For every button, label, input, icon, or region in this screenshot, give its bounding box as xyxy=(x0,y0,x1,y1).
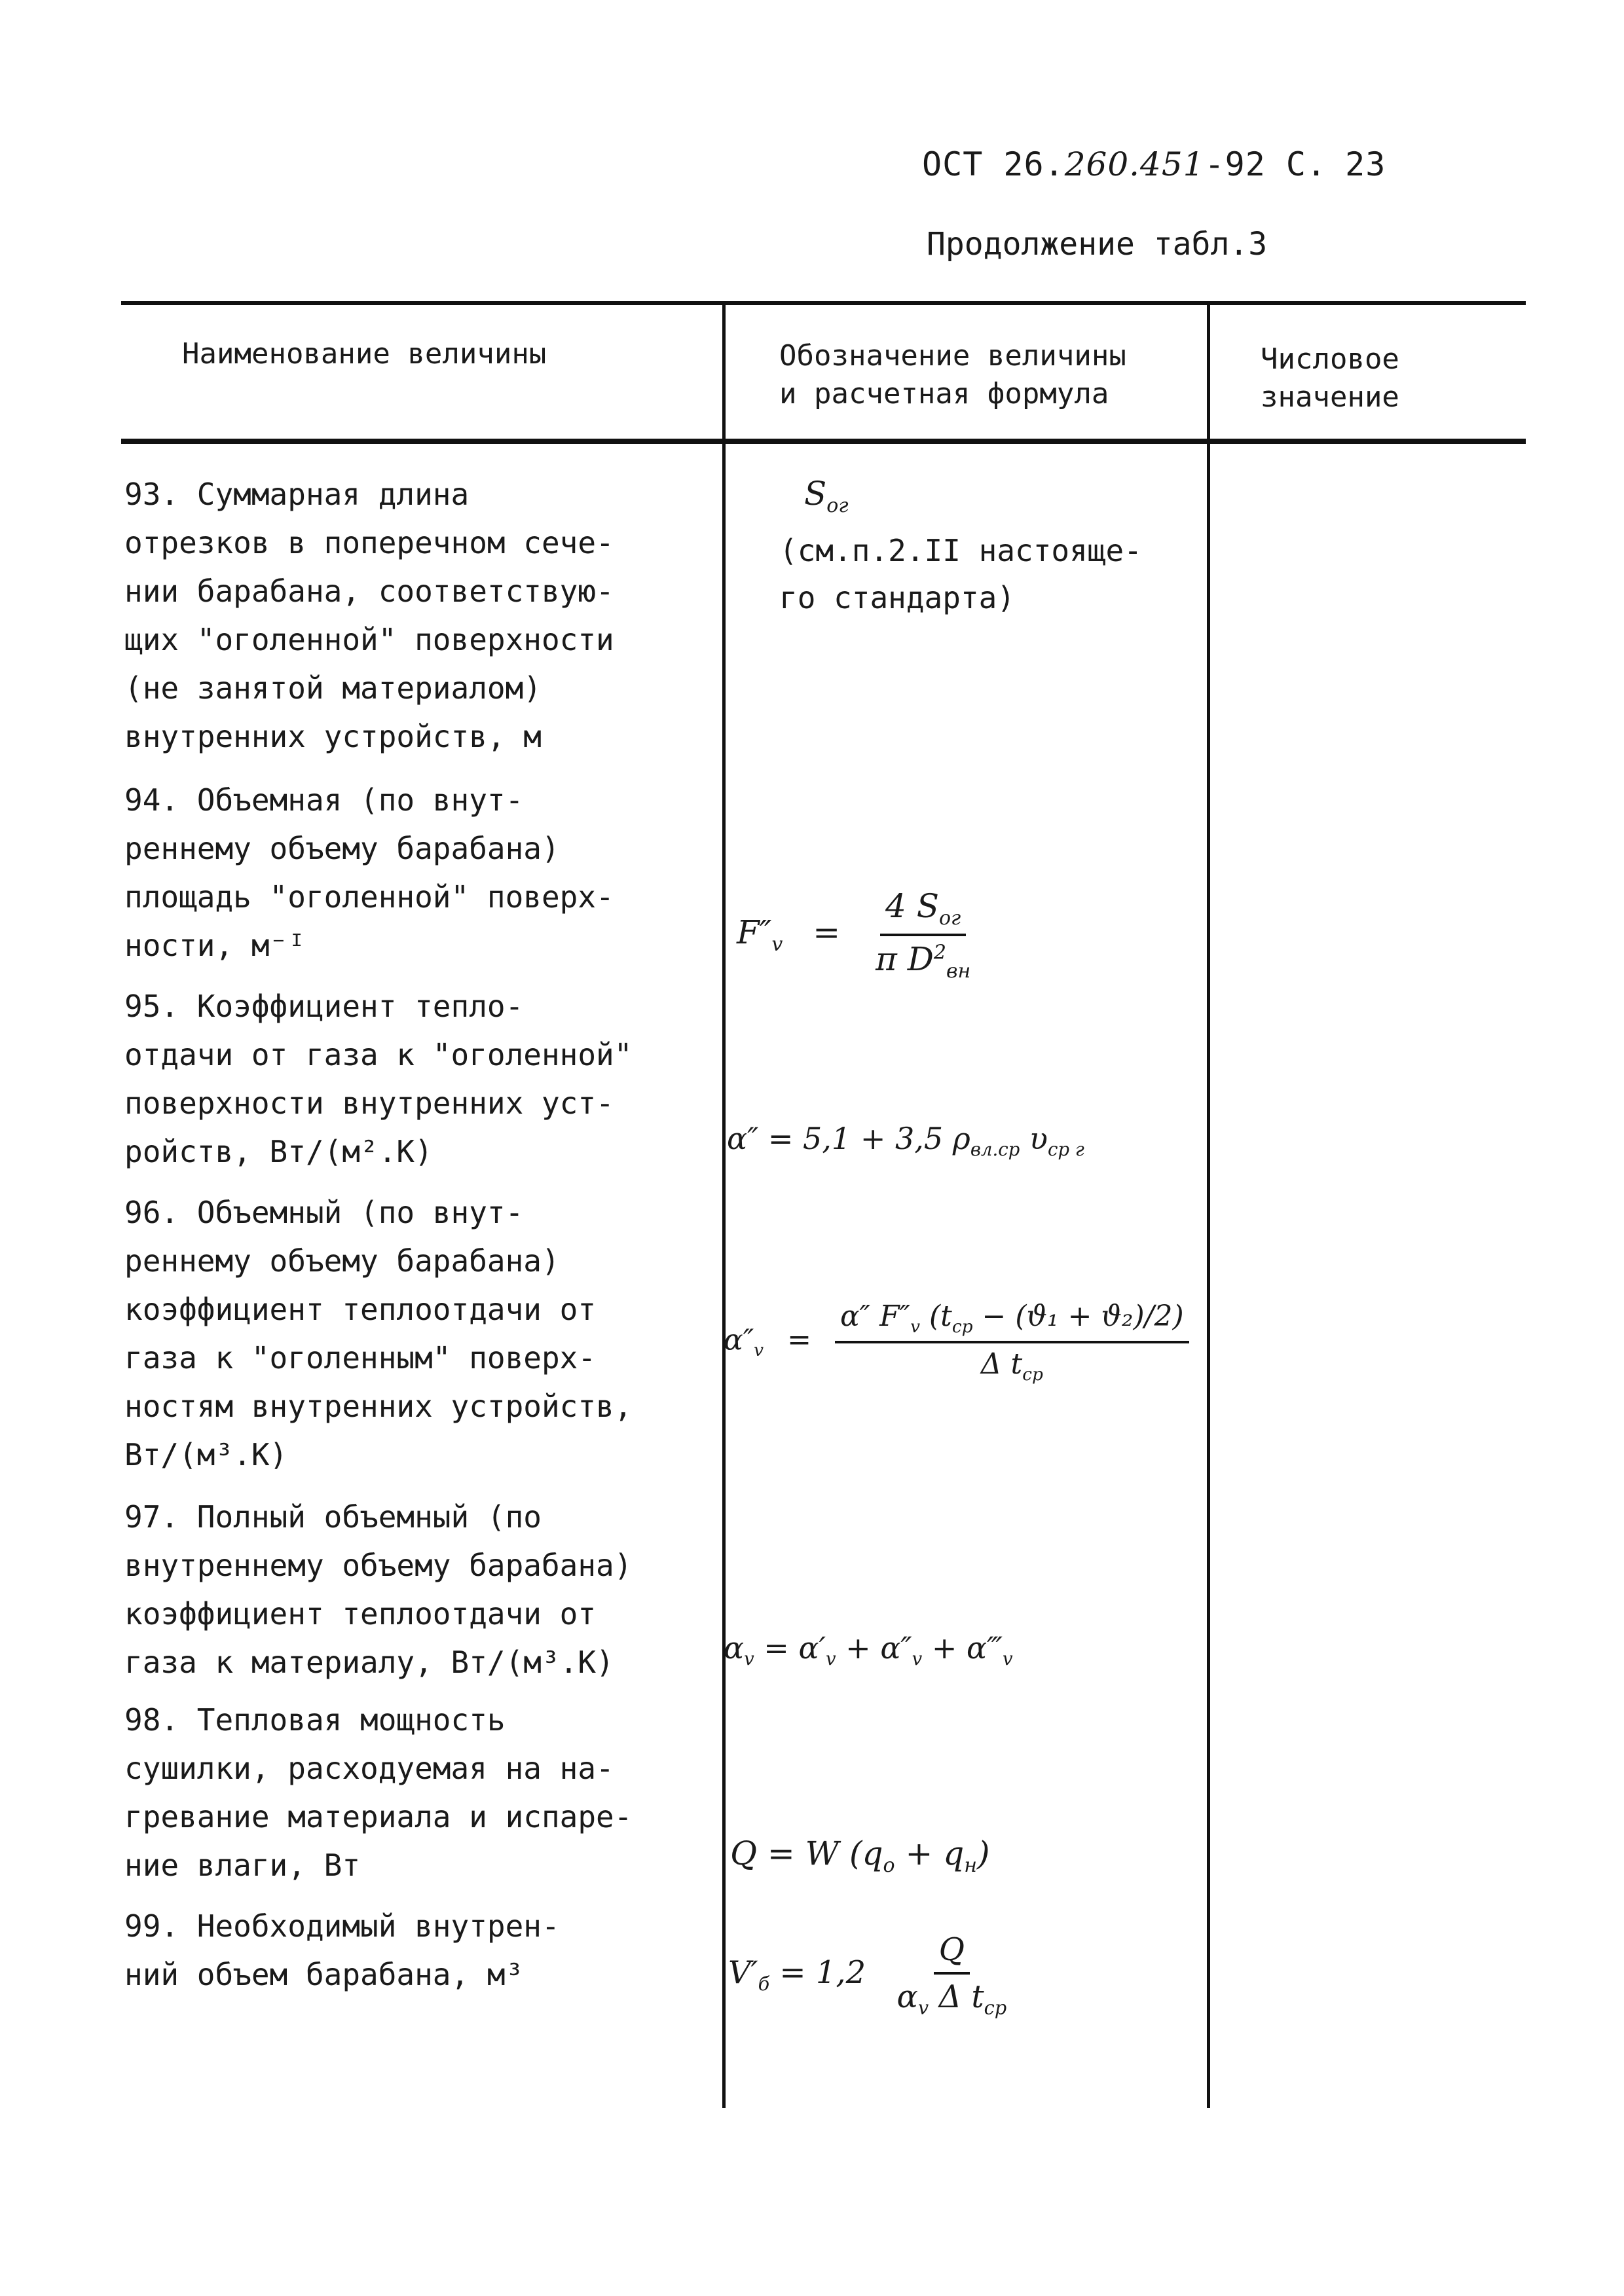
row-98-formula: Q = W $(q_о + q_н)$ xyxy=(730,1834,990,1877)
row-99-formula: $V'_б = 1,2$ $\frac{Q}{\alpha_v \Delta t_{ср}}$ xyxy=(728,1931,1007,2019)
column-header-value-line2: значение xyxy=(1261,380,1399,414)
column-header-name: Наименование величины xyxy=(182,337,547,371)
row-93-description: 93. Суммарная длина отрезков в поперечном сече- нии барабана, соответствую- щих "оголенной" поверхности (не занятой материалом) внутренних устройств, м xyxy=(124,477,614,754)
row-94-formula: $F''_v$ = $\frac{4 S_{ог}}{\pi D^2_{вн}}$ xyxy=(737,887,971,983)
standard-prefix: ОСТ 26. xyxy=(922,145,1065,183)
standard-suffix: -92 С. xyxy=(1204,145,1327,183)
row-93-formula: $S_{ог}$ xyxy=(804,475,849,517)
row-96-formula: $\alpha''_v$ = $\frac{\alpha'' F''_v (t_{ср} - (ϑ_1 + ϑ_2)/2)}{\Delta t_{ср}}$ xyxy=(724,1300,1189,1385)
row-97-formula: $\alpha_v = \alpha'_v + \alpha''_v$ + $\alpha‴_v$ xyxy=(724,1630,1013,1670)
row-98-description: 98. Тепловая мощность сушилки, расходуемая на на- гревание материала и испаре- ние влаги, Вт xyxy=(124,1702,633,1883)
column-header-value-line1: Числовое xyxy=(1261,342,1399,376)
row-96-description: 96. Объемный (по внут- реннему объему барабана) коэффициент теплоотдачи от газа к "оголенным" поверх- ностям внутренних устройств, Вт/(м³.К) xyxy=(124,1195,633,1472)
row-95-description: 95. Коэффициент тепло- отдачи от газа к "оголенной" поверхности внутренних уст- ройств, Вт/(м².К) xyxy=(124,989,633,1169)
column-header-value xyxy=(1261,340,1399,416)
row-97-description: 97. Полный объемный (по внутреннему объему барабана) коэффициент теплоотдачи от газа к материалу, Вт/(м³.К) xyxy=(124,1499,633,1680)
column-divider-1 xyxy=(722,301,726,2108)
column-header-formula xyxy=(779,337,1126,413)
standard-handwritten-number: 260.451 xyxy=(1064,145,1205,183)
page-header xyxy=(922,145,1386,183)
page-number: 23 xyxy=(1345,145,1386,183)
row-95-formula: α″ = 5,1 + 3,5 $\rho_{вл.ср}$ $\upsilon_{ср г}$ xyxy=(727,1121,1084,1161)
row-99-description: 99. Необходимый внутрен- ний объем барабана, м³ xyxy=(124,1908,560,1992)
column-header-formula-line1: Обозначение величины xyxy=(779,339,1126,373)
row-93-formula-note: (см.п.2.II настояще- го стандарта) xyxy=(779,533,1142,615)
table-top-rule xyxy=(121,301,1526,305)
column-divider-2 xyxy=(1207,301,1210,2108)
column-header-formula-line2: и расчетная формула xyxy=(779,377,1109,410)
row-94-description: 94. Объемная (по внут- реннему объему барабана) площадь "оголенной" поверх- ности, м⁻ᴵ xyxy=(124,782,614,963)
table-header-rule xyxy=(121,439,1526,444)
table-continuation-label: Продолжение табл.3 xyxy=(927,226,1268,263)
